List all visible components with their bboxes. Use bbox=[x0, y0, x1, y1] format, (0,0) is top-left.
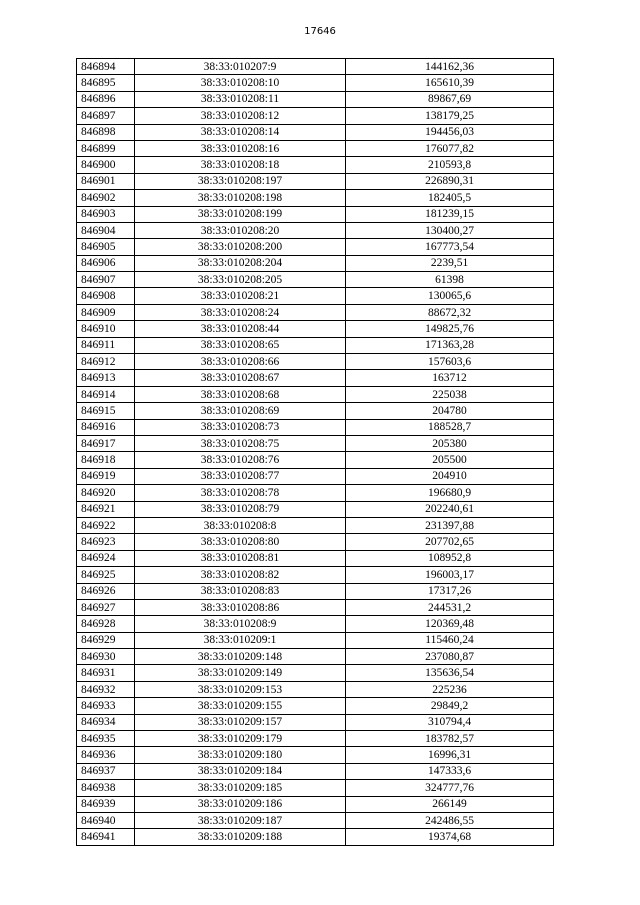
row-number-cell: 846905 bbox=[77, 239, 135, 255]
cadastral-value-cell: 188528,7 bbox=[346, 419, 554, 435]
table-row bbox=[77, 157, 554, 173]
table-row bbox=[77, 485, 554, 501]
table-row bbox=[77, 534, 554, 550]
row-number-cell: 846914 bbox=[77, 386, 135, 402]
cadastral-value-cell: 182405,5 bbox=[346, 190, 554, 206]
row-number-cell: 846935 bbox=[77, 731, 135, 747]
row-number-cell: 846920 bbox=[77, 485, 135, 501]
cadastral-value-cell: 183782,57 bbox=[346, 731, 554, 747]
cadastral-value-cell: 237080,87 bbox=[346, 649, 554, 665]
row-number-cell: 846941 bbox=[77, 829, 135, 845]
cadastral-value-cell: 205380 bbox=[346, 435, 554, 451]
table-row bbox=[77, 763, 554, 779]
row-number-cell: 846940 bbox=[77, 812, 135, 828]
table-row bbox=[77, 140, 554, 156]
cadastral-number-cell: 38:33:010208:77 bbox=[135, 468, 346, 484]
page-number: 17646 bbox=[304, 26, 336, 37]
cadastral-value-cell: 196003,17 bbox=[346, 567, 554, 583]
table-row bbox=[77, 288, 554, 304]
cadastral-number-cell: 38:33:010208:11 bbox=[135, 91, 346, 107]
table-row bbox=[77, 108, 554, 124]
cadastral-value-cell: 16996,31 bbox=[346, 747, 554, 763]
table-row bbox=[77, 59, 554, 75]
row-number-cell: 846904 bbox=[77, 222, 135, 238]
cadastral-value-cell: 130400,27 bbox=[346, 222, 554, 238]
table-row bbox=[77, 222, 554, 238]
table-row bbox=[77, 698, 554, 714]
cadastral-number-cell: 38:33:010208:73 bbox=[135, 419, 346, 435]
cadastral-number-cell: 38:33:010208:20 bbox=[135, 222, 346, 238]
row-number-cell: 846922 bbox=[77, 517, 135, 533]
cadastral-number-cell: 38:33:010208:198 bbox=[135, 190, 346, 206]
row-number-cell: 846917 bbox=[77, 435, 135, 451]
cadastral-number-cell: 38:33:010207:9 bbox=[135, 59, 346, 75]
cadastral-value-cell: 231397,88 bbox=[346, 517, 554, 533]
row-number-cell: 846915 bbox=[77, 403, 135, 419]
cadastral-number-cell: 38:33:010209:180 bbox=[135, 747, 346, 763]
cadastral-number-cell: 38:33:010208:76 bbox=[135, 452, 346, 468]
table-row bbox=[77, 206, 554, 222]
table-row bbox=[77, 435, 554, 451]
cadastral-number-cell: 38:33:010208:24 bbox=[135, 304, 346, 320]
table-row bbox=[77, 780, 554, 796]
cadastral-number-cell: 38:33:010208:204 bbox=[135, 255, 346, 271]
table-row bbox=[77, 501, 554, 517]
cadastral-number-cell: 38:33:010209:1 bbox=[135, 632, 346, 648]
table-row bbox=[77, 616, 554, 632]
table-row bbox=[77, 370, 554, 386]
row-number-cell: 846906 bbox=[77, 255, 135, 271]
cadastral-value-cell: 61398 bbox=[346, 272, 554, 288]
cadastral-number-cell: 38:33:010208:14 bbox=[135, 124, 346, 140]
cadastral-number-cell: 38:33:010209:157 bbox=[135, 714, 346, 730]
table-row bbox=[77, 550, 554, 566]
row-number-cell: 846928 bbox=[77, 616, 135, 632]
row-number-cell: 846927 bbox=[77, 599, 135, 615]
cadastral-number-cell: 38:33:010209:184 bbox=[135, 763, 346, 779]
row-number-cell: 846899 bbox=[77, 140, 135, 156]
row-number-cell: 846932 bbox=[77, 681, 135, 697]
row-number-cell: 846926 bbox=[77, 583, 135, 599]
table-row bbox=[77, 812, 554, 828]
cadastral-number-cell: 38:33:010208:16 bbox=[135, 140, 346, 156]
row-number-cell: 846894 bbox=[77, 59, 135, 75]
table-row bbox=[77, 681, 554, 697]
cadastral-value-cell: 115460,24 bbox=[346, 632, 554, 648]
cadastral-number-cell: 38:33:010208:86 bbox=[135, 599, 346, 615]
table-row bbox=[77, 599, 554, 615]
cadastral-value-cell: 149825,76 bbox=[346, 321, 554, 337]
cadastral-number-cell: 38:33:010209:155 bbox=[135, 698, 346, 714]
cadastral-number-cell: 38:33:010208:12 bbox=[135, 108, 346, 124]
table-row bbox=[77, 583, 554, 599]
row-number-cell: 846929 bbox=[77, 632, 135, 648]
row-number-cell: 846897 bbox=[77, 108, 135, 124]
cadastral-value-cell: 29849,2 bbox=[346, 698, 554, 714]
row-number-cell: 846919 bbox=[77, 468, 135, 484]
cadastral-value-cell: 204780 bbox=[346, 403, 554, 419]
row-number-cell: 846901 bbox=[77, 173, 135, 189]
cadastral-value-cell: 89867,69 bbox=[346, 91, 554, 107]
cadastral-number-cell: 38:33:010208:205 bbox=[135, 272, 346, 288]
cadastral-value-cell: 204910 bbox=[346, 468, 554, 484]
row-number-cell: 846936 bbox=[77, 747, 135, 763]
row-number-cell: 846902 bbox=[77, 190, 135, 206]
cadastral-value-cell: 144162,36 bbox=[346, 59, 554, 75]
cadastral-number-cell: 38:33:010208:83 bbox=[135, 583, 346, 599]
table-row bbox=[77, 403, 554, 419]
cadastral-value-cell: 324777,76 bbox=[346, 780, 554, 796]
table-row bbox=[77, 517, 554, 533]
cadastral-number-cell: 38:33:010209:153 bbox=[135, 681, 346, 697]
cadastral-value-cell: 207702,65 bbox=[346, 534, 554, 550]
row-number-cell: 846912 bbox=[77, 354, 135, 370]
row-number-cell: 846923 bbox=[77, 534, 135, 550]
row-number-cell: 846900 bbox=[77, 157, 135, 173]
row-number-cell: 846931 bbox=[77, 665, 135, 681]
table-row bbox=[77, 468, 554, 484]
row-number-cell: 846921 bbox=[77, 501, 135, 517]
cadastral-number-cell: 38:33:010208:8 bbox=[135, 517, 346, 533]
cadastral-value-cell: 147333,6 bbox=[346, 763, 554, 779]
cadastral-value-cell: 181239,15 bbox=[346, 206, 554, 222]
cadastral-number-cell: 38:33:010208:78 bbox=[135, 485, 346, 501]
cadastral-value-cell: 135636,54 bbox=[346, 665, 554, 681]
cadastral-number-cell: 38:33:010208:69 bbox=[135, 403, 346, 419]
cadastral-value-cell: 242486,55 bbox=[346, 812, 554, 828]
row-number-cell: 846930 bbox=[77, 649, 135, 665]
row-number-cell: 846916 bbox=[77, 419, 135, 435]
table-row bbox=[77, 190, 554, 206]
table-row bbox=[77, 649, 554, 665]
row-number-cell: 846907 bbox=[77, 272, 135, 288]
cadastral-number-cell: 38:33:010209:188 bbox=[135, 829, 346, 845]
cadastral-number-cell: 38:33:010208:18 bbox=[135, 157, 346, 173]
cadastral-value-cell: 244531,2 bbox=[346, 599, 554, 615]
row-number-cell: 846908 bbox=[77, 288, 135, 304]
cadastral-number-cell: 38:33:010208:199 bbox=[135, 206, 346, 222]
cadastral-value-cell: 310794,4 bbox=[346, 714, 554, 730]
cadastral-value-cell: 167773,54 bbox=[346, 239, 554, 255]
row-number-cell: 846911 bbox=[77, 337, 135, 353]
table-row bbox=[77, 337, 554, 353]
table-row bbox=[77, 452, 554, 468]
table-row bbox=[77, 321, 554, 337]
row-number-cell: 846895 bbox=[77, 75, 135, 91]
cadastral-value-cell: 130065,6 bbox=[346, 288, 554, 304]
cadastral-value-cell: 225236 bbox=[346, 681, 554, 697]
cadastral-number-cell: 38:33:010208:9 bbox=[135, 616, 346, 632]
table-body bbox=[77, 59, 554, 846]
cadastral-value-cell: 226890,31 bbox=[346, 173, 554, 189]
table-row bbox=[77, 304, 554, 320]
cadastral-value-cell: 163712 bbox=[346, 370, 554, 386]
cadastral-value-cell: 157603,6 bbox=[346, 354, 554, 370]
cadastral-value-table bbox=[76, 58, 554, 846]
cadastral-number-cell: 38:33:010208:81 bbox=[135, 550, 346, 566]
cadastral-value-cell: 17317,26 bbox=[346, 583, 554, 599]
cadastral-number-cell: 38:33:010209:185 bbox=[135, 780, 346, 796]
table-row bbox=[77, 91, 554, 107]
row-number-cell: 846925 bbox=[77, 567, 135, 583]
cadastral-value-cell: 120369,48 bbox=[346, 616, 554, 632]
cadastral-value-cell: 194456,03 bbox=[346, 124, 554, 140]
table-row bbox=[77, 173, 554, 189]
cadastral-value-cell: 205500 bbox=[346, 452, 554, 468]
row-number-cell: 846918 bbox=[77, 452, 135, 468]
table-row bbox=[77, 747, 554, 763]
table-row bbox=[77, 567, 554, 583]
row-number-cell: 846939 bbox=[77, 796, 135, 812]
table-row bbox=[77, 714, 554, 730]
row-number-cell: 846898 bbox=[77, 124, 135, 140]
cadastral-value-cell: 138179,25 bbox=[346, 108, 554, 124]
cadastral-number-cell: 38:33:010208:75 bbox=[135, 435, 346, 451]
cadastral-number-cell: 38:33:010208:21 bbox=[135, 288, 346, 304]
table-row bbox=[77, 796, 554, 812]
cadastral-number-cell: 38:33:010208:80 bbox=[135, 534, 346, 550]
table-row bbox=[77, 665, 554, 681]
cadastral-number-cell: 38:33:010208:68 bbox=[135, 386, 346, 402]
cadastral-value-cell: 88672,32 bbox=[346, 304, 554, 320]
cadastral-value-cell: 108952,8 bbox=[346, 550, 554, 566]
row-number-cell: 846924 bbox=[77, 550, 135, 566]
cadastral-value-cell: 176077,82 bbox=[346, 140, 554, 156]
table-row bbox=[77, 386, 554, 402]
row-number-cell: 846937 bbox=[77, 763, 135, 779]
table-row bbox=[77, 731, 554, 747]
row-number-cell: 846934 bbox=[77, 714, 135, 730]
cadastral-value-cell: 210593,8 bbox=[346, 157, 554, 173]
cadastral-number-cell: 38:33:010209:148 bbox=[135, 649, 346, 665]
row-number-cell: 846913 bbox=[77, 370, 135, 386]
cadastral-number-cell: 38:33:010208:79 bbox=[135, 501, 346, 517]
cadastral-number-cell: 38:33:010208:200 bbox=[135, 239, 346, 255]
cadastral-value-cell: 196680,9 bbox=[346, 485, 554, 501]
cadastral-number-cell: 38:33:010209:179 bbox=[135, 731, 346, 747]
table-row bbox=[77, 354, 554, 370]
cadastral-number-cell: 38:33:010208:82 bbox=[135, 567, 346, 583]
row-number-cell: 846910 bbox=[77, 321, 135, 337]
row-number-cell: 846896 bbox=[77, 91, 135, 107]
cadastral-number-cell: 38:33:010208:10 bbox=[135, 75, 346, 91]
table-row bbox=[77, 75, 554, 91]
cadastral-value-cell: 2239,51 bbox=[346, 255, 554, 271]
cadastral-number-cell: 38:33:010208:65 bbox=[135, 337, 346, 353]
cadastral-value-cell: 165610,39 bbox=[346, 75, 554, 91]
cadastral-number-cell: 38:33:010209:149 bbox=[135, 665, 346, 681]
row-number-cell: 846938 bbox=[77, 780, 135, 796]
cadastral-number-cell: 38:33:010208:44 bbox=[135, 321, 346, 337]
table-row bbox=[77, 124, 554, 140]
table-row bbox=[77, 829, 554, 845]
cadastral-value-cell: 171363,28 bbox=[346, 337, 554, 353]
row-number-cell: 846909 bbox=[77, 304, 135, 320]
cadastral-number-cell: 38:33:010208:197 bbox=[135, 173, 346, 189]
table-row bbox=[77, 419, 554, 435]
cadastral-value-cell: 266149 bbox=[346, 796, 554, 812]
cadastral-number-cell: 38:33:010209:186 bbox=[135, 796, 346, 812]
cadastral-value-cell: 202240,61 bbox=[346, 501, 554, 517]
cadastral-number-cell: 38:33:010209:187 bbox=[135, 812, 346, 828]
row-number-cell: 846933 bbox=[77, 698, 135, 714]
table-row bbox=[77, 255, 554, 271]
cadastral-number-cell: 38:33:010208:66 bbox=[135, 354, 346, 370]
cadastral-value-cell: 19374,68 bbox=[346, 829, 554, 845]
table-row bbox=[77, 272, 554, 288]
table-row bbox=[77, 239, 554, 255]
cadastral-number-cell: 38:33:010208:67 bbox=[135, 370, 346, 386]
row-number-cell: 846903 bbox=[77, 206, 135, 222]
cadastral-value-cell: 225038 bbox=[346, 386, 554, 402]
table-row bbox=[77, 632, 554, 648]
